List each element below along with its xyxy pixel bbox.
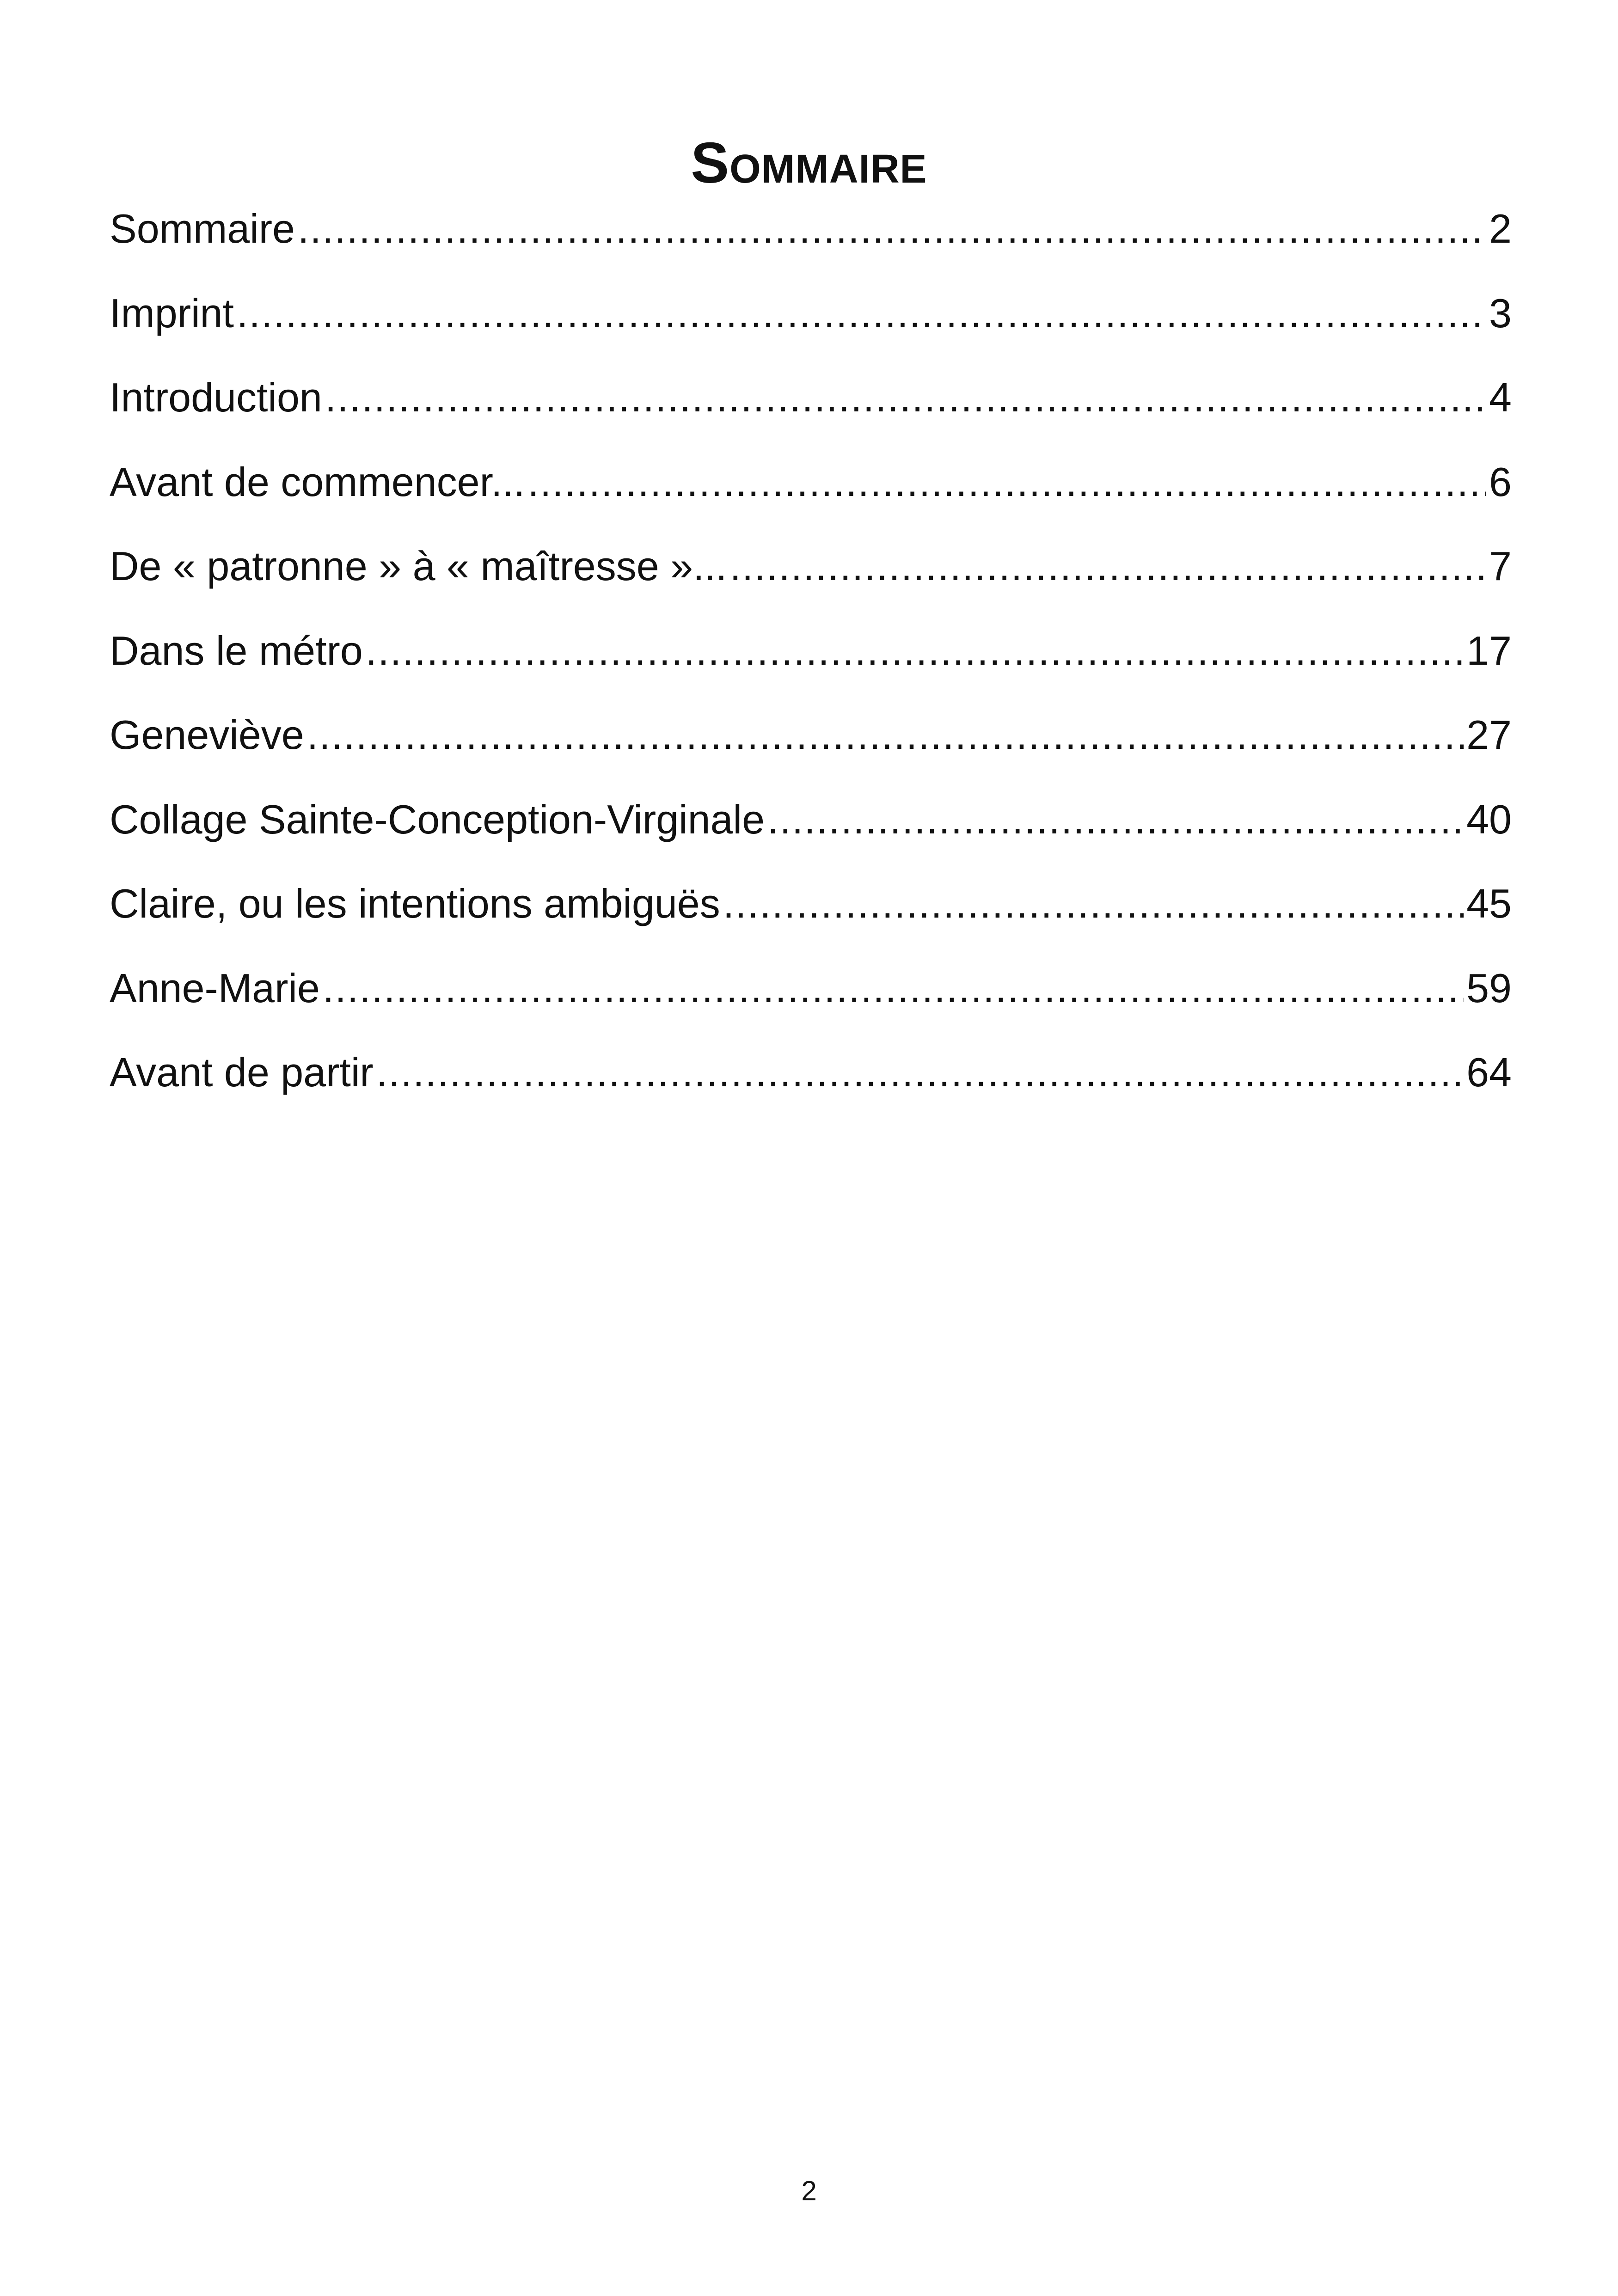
toc-entry-page: 3 — [1489, 290, 1512, 336]
toc-entry-page: 2 — [1489, 206, 1512, 251]
dot-leader — [527, 452, 1486, 512]
toc-entry-page: 17 — [1466, 627, 1512, 673]
toc-entry-imprint[interactable] — [110, 283, 1512, 368]
toc-entry-page: 45 — [1466, 881, 1512, 926]
toc-entry-page: 6 — [1489, 459, 1512, 505]
toc-entry-avant-de-partir[interactable] — [110, 1042, 1512, 1127]
dot-leader — [729, 536, 1486, 596]
toc-entry-label: Collage Sainte-Conception-Virginale — [110, 796, 765, 842]
dot-leader — [325, 367, 1486, 428]
toc-entry-label: Imprint — [110, 290, 234, 336]
toc-entry-label: Avant de partir — [110, 1049, 374, 1095]
dot-leader — [237, 283, 1486, 343]
toc-entry-page: 64 — [1466, 1049, 1512, 1095]
toc-entry-collage[interactable] — [110, 790, 1512, 874]
footer-page-number: 2 — [801, 2175, 817, 2206]
toc-entry-label: Anne-Marie — [110, 965, 320, 1011]
dot-leader — [767, 790, 1464, 850]
toc-entry-page: 4 — [1489, 374, 1512, 420]
toc-entry-label: De « patronne » à « maîtresse »... — [110, 543, 727, 589]
toc-entry-page: 59 — [1466, 965, 1512, 1011]
toc-entry-label: Dans le métro — [110, 627, 363, 673]
toc-entry-genevieve[interactable] — [110, 705, 1512, 790]
toc-entry-avant-de-commencer[interactable] — [110, 452, 1512, 537]
toc-entry-sommaire[interactable] — [110, 199, 1512, 283]
dot-leader — [307, 705, 1464, 765]
dot-leader — [376, 1042, 1464, 1102]
toc-entry-page: 40 — [1466, 796, 1512, 842]
toc-entry-label: Claire, ou les intentions ambiguës — [110, 881, 720, 926]
toc-entry-anne-marie[interactable] — [110, 958, 1512, 1043]
toc-entry-page: 7 — [1489, 543, 1512, 589]
dot-leader — [323, 958, 1464, 1018]
toc-entry-label: Introduction — [110, 374, 322, 420]
dot-leader — [366, 621, 1464, 681]
toc-entry-label: Sommaire — [110, 206, 295, 251]
toc-entry-claire[interactable] — [110, 874, 1512, 958]
toc-entry-label: Avant de commencer... — [110, 459, 525, 505]
toc-entry-introduction[interactable] — [110, 367, 1512, 452]
toc-entry-label: Geneviève — [110, 712, 304, 758]
table-of-contents — [110, 199, 1512, 1127]
dot-leader — [723, 874, 1464, 934]
page-title: Sommaire — [691, 131, 927, 196]
dot-leader — [298, 199, 1486, 259]
toc-entry-page: 27 — [1466, 712, 1512, 758]
toc-entry-patronne-maitresse[interactable] — [110, 536, 1512, 621]
toc-entry-dans-le-metro[interactable] — [110, 621, 1512, 705]
